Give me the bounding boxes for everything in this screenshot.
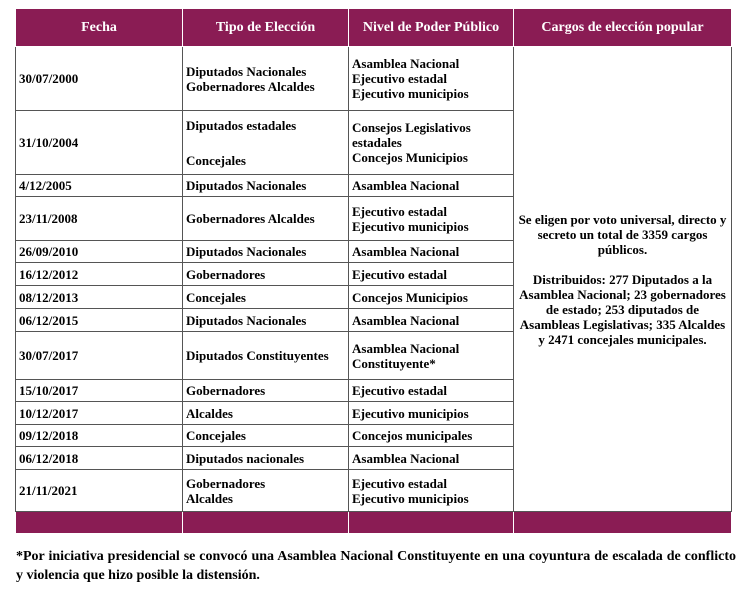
cell-nivel	[349, 47, 514, 111]
cell-fecha: 23/11/2008	[16, 197, 183, 241]
tipo-line: Diputados Nacionales	[186, 244, 307, 259]
cell-tipo	[183, 175, 349, 197]
footer-cell	[349, 512, 514, 534]
cell-fecha: 10/12/2017	[16, 402, 183, 425]
nivel-line: Asamblea Nacional	[352, 450, 460, 466]
nivel-line: Asamblea Nacional	[352, 244, 460, 259]
cell-tipo	[183, 241, 349, 263]
cell-nivel	[349, 425, 514, 447]
tipo-line: Gobernadores	[186, 475, 266, 491]
cell-tipo	[183, 47, 349, 111]
tipo-line: Alcaldes	[186, 490, 233, 506]
cell-nivel	[349, 470, 514, 512]
footer-cell	[514, 512, 732, 534]
nivel-line: Ejecutivo estadal	[352, 383, 447, 398]
cell-fecha: 15/10/2017	[16, 380, 183, 402]
nivel-line: Consejos Legislativos	[352, 120, 471, 135]
cell-fecha: 31/10/2004	[16, 111, 183, 175]
cell-tipo	[183, 380, 349, 402]
tipo-line: Diputados Nacionales	[186, 312, 307, 328]
header-cargos: Cargos de elección popular	[514, 9, 732, 47]
cell-nivel	[349, 402, 514, 425]
nivel-line: Ejecutivo municipios	[352, 490, 469, 506]
cell-tipo	[183, 197, 349, 241]
tipo-line: Concejales	[186, 289, 246, 305]
cell-nivel	[349, 263, 514, 286]
cell-nivel	[349, 447, 514, 470]
nivel-line: Ejecutivo municipios	[352, 218, 469, 234]
cell-tipo	[183, 447, 349, 470]
nivel-line: Concejos Municipios	[352, 289, 468, 305]
cell-fecha: 30/07/2000	[16, 47, 183, 111]
tipo-line: Concejales	[186, 428, 246, 443]
nivel-line: Ejecutivo municipios	[352, 86, 469, 101]
tipo-line: Gobernadores Alcaldes	[186, 78, 315, 94]
tipo-line: Diputados Nacionales	[186, 178, 307, 193]
footer-cell	[16, 512, 183, 534]
cell-tipo	[183, 425, 349, 447]
tipo-line: Concejales	[186, 152, 246, 168]
tipo-line: Diputados estadales	[186, 117, 297, 133]
header-fecha: Fecha	[16, 9, 183, 47]
cell-nivel	[349, 111, 514, 175]
nivel-line: Ejecutivo municipios	[352, 405, 469, 421]
nivel-line: Constituyente*	[352, 355, 436, 371]
tipo-line: Gobernadores	[186, 266, 266, 282]
cell-fecha: 4/12/2005	[16, 175, 183, 197]
cell-tipo	[183, 111, 349, 175]
cell-fecha: 09/12/2018	[16, 425, 183, 447]
cell-nivel	[349, 286, 514, 309]
cell-fecha: 30/07/2017	[16, 332, 183, 380]
footer-row	[16, 512, 732, 534]
tipo-line: Gobernadores Alcaldes	[186, 211, 315, 226]
nivel-line: estadales	[352, 135, 402, 150]
table-body	[16, 47, 732, 534]
cell-fecha: 26/09/2010	[16, 241, 183, 263]
cell-fecha: 06/12/2015	[16, 309, 183, 332]
cell-tipo	[183, 263, 349, 286]
nivel-line: Ejecutivo estadal	[352, 475, 447, 491]
cell-nivel	[349, 380, 514, 402]
cell-tipo	[183, 286, 349, 309]
table-row	[16, 47, 732, 111]
cell-fecha: 06/12/2018	[16, 447, 183, 470]
footer-cell	[183, 512, 349, 534]
tipo-line: Diputados Nacionales	[186, 63, 307, 79]
cell-tipo	[183, 332, 349, 380]
nivel-line: Asamblea Nacional	[352, 312, 460, 328]
nivel-line: Ejecutivo estadal	[352, 203, 447, 219]
header-tipo: Tipo de Elección	[183, 9, 349, 47]
nivel-line: Ejecutivo estadal	[352, 266, 447, 282]
cell-cargos	[514, 47, 732, 512]
cell-nivel	[349, 309, 514, 332]
cell-fecha: 08/12/2013	[16, 286, 183, 309]
nivel-line: Asamblea Nacional	[352, 56, 460, 71]
tipo-line: Gobernadores	[186, 383, 266, 398]
cell-tipo	[183, 309, 349, 332]
cell-nivel	[349, 241, 514, 263]
cell-tipo	[183, 402, 349, 425]
tipo-line: Alcaldes	[186, 405, 233, 421]
cell-nivel	[349, 175, 514, 197]
nivel-line: Asamblea Nacional	[352, 340, 460, 356]
cargos-distribution: Distribuidos: 277 Diputados a la Asamblea Nacional; 23 gobernadores de estado; 253 diputados de Asambleas Legislativas; 335 Alcaldes y 2471 concejales municipales.	[519, 271, 726, 347]
elections-table	[15, 8, 732, 534]
cargos-total: Se eligen por voto universal, directo y secreto un total de 3359 cargos públicos.	[518, 211, 727, 257]
cell-nivel	[349, 332, 514, 380]
header-row	[16, 9, 732, 47]
tipo-line: Diputados nacionales	[186, 450, 305, 466]
nivel-line: Concejos municipales	[352, 428, 473, 443]
nivel-line: Asamblea Nacional	[352, 178, 460, 193]
cell-fecha: 21/11/2021	[16, 470, 183, 512]
cell-nivel	[349, 197, 514, 241]
header-nivel: Nivel de Poder Público	[349, 9, 514, 47]
footnote: *Por iniciativa presidencial se convocó una Asamblea Nacional Constituyente en una coyuntura de escalada de conflicto y violencia que hizo posible la distensión.	[16, 549, 736, 583]
cell-fecha: 16/12/2012	[16, 263, 183, 286]
nivel-line: Ejecutivo estadal	[352, 71, 447, 86]
cell-tipo	[183, 470, 349, 512]
nivel-line: Concejos Municipios	[352, 150, 468, 165]
tipo-line: Diputados Constituyentes	[186, 348, 329, 363]
